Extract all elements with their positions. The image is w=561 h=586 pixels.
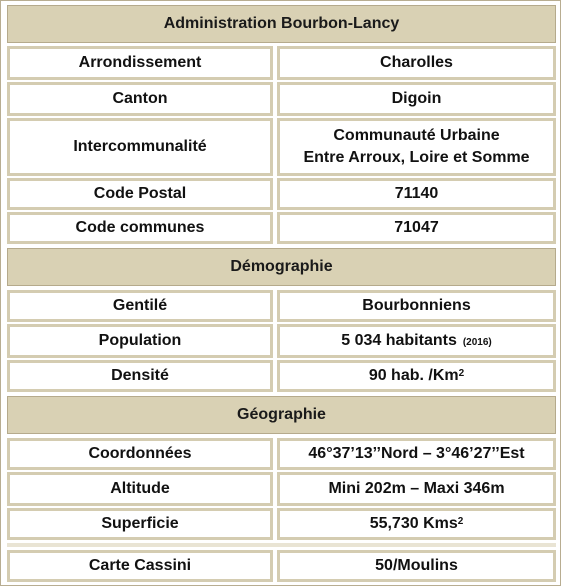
table-row bbox=[7, 438, 556, 470]
row-value bbox=[277, 508, 556, 540]
area-value: 55,730 Kms bbox=[369, 515, 458, 532]
table-row bbox=[7, 472, 556, 506]
section-header-demographie bbox=[7, 248, 556, 286]
population-value: 5 034 habitants bbox=[341, 332, 457, 349]
row-label: Carte Cassini bbox=[7, 550, 273, 582]
row-value bbox=[277, 118, 556, 176]
row-label: Densité bbox=[7, 360, 273, 392]
table-row bbox=[7, 550, 556, 582]
row-value bbox=[277, 360, 556, 392]
row-value: 71140 bbox=[277, 178, 556, 210]
table-row bbox=[7, 212, 556, 244]
section-header-geographie bbox=[7, 396, 556, 434]
population-year: (2016) bbox=[462, 337, 492, 348]
row-divider bbox=[7, 543, 556, 547]
row-label: Intercommunalité bbox=[7, 118, 273, 176]
table-row bbox=[7, 290, 556, 322]
table-row bbox=[7, 82, 556, 116]
row-value: Mini 202m – Maxi 346m bbox=[277, 472, 556, 506]
row-value: Charolles bbox=[277, 46, 556, 80]
density-value: 90 hab. /Km bbox=[368, 367, 459, 384]
row-value: 46°37’13’’Nord – 3°46’27’’Est bbox=[277, 438, 556, 470]
row-label: Code Postal bbox=[7, 178, 273, 210]
row-label: Gentilé bbox=[7, 290, 273, 322]
row-value: 50/Moulins bbox=[277, 550, 556, 582]
table-row bbox=[7, 46, 556, 80]
area-exponent: 2 bbox=[457, 516, 464, 527]
table-row bbox=[7, 178, 556, 210]
row-label: Superficie bbox=[7, 508, 273, 540]
section-title: Démographie bbox=[230, 258, 333, 275]
row-label: Altitude bbox=[7, 472, 273, 506]
table-row bbox=[7, 324, 556, 358]
row-value bbox=[277, 324, 556, 358]
row-label: Code communes bbox=[7, 212, 273, 244]
row-label: Canton bbox=[7, 82, 273, 116]
row-label: Population bbox=[7, 324, 273, 358]
section-title: Géographie bbox=[237, 406, 326, 423]
row-value: Digoin bbox=[277, 82, 556, 116]
value-line: Entre Arroux, Loire et Somme bbox=[303, 149, 530, 166]
table-title-text: Administration Bourbon-Lancy bbox=[163, 15, 400, 32]
value-line: Communauté Urbaine bbox=[333, 127, 500, 144]
row-value: 71047 bbox=[277, 212, 556, 244]
row-value: Bourbonniens bbox=[277, 290, 556, 322]
row-label: Arrondissement bbox=[7, 46, 273, 80]
table-row bbox=[7, 118, 556, 176]
table-title bbox=[7, 5, 556, 43]
row-label: Coordonnées bbox=[7, 438, 273, 470]
table-row bbox=[7, 508, 556, 540]
density-exponent: 2 bbox=[458, 368, 465, 379]
table-row bbox=[7, 360, 556, 392]
